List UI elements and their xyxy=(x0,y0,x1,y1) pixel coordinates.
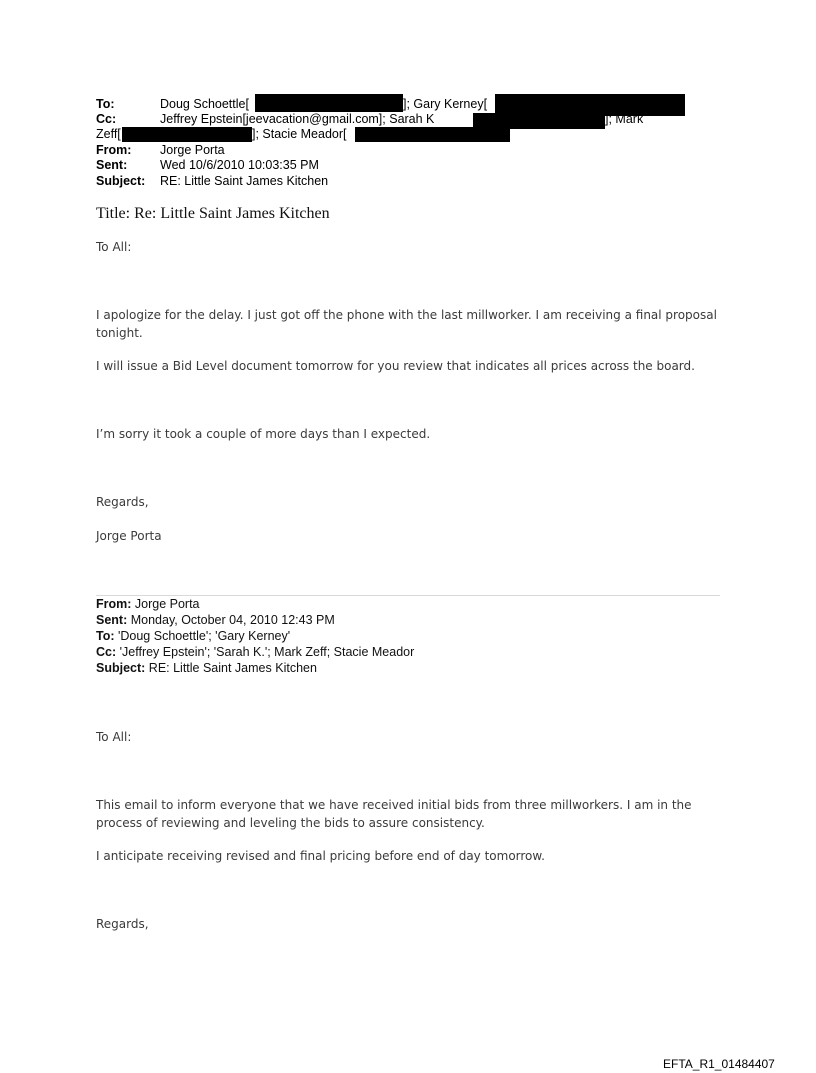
forwarded-from-label: From: xyxy=(96,597,132,611)
forwarded-from-value: Jorge Porta xyxy=(131,597,200,611)
forwarded-subject xyxy=(96,660,317,676)
forwarded-from xyxy=(96,596,200,612)
bates-number: EFTA_R1_01484407 xyxy=(663,1057,775,1071)
to-recipient-1: Doug Schoettle[ xyxy=(160,97,249,111)
forwarded-subject-value: RE: Little Saint James Kitchen xyxy=(145,661,317,675)
forwarded-sent xyxy=(96,612,335,628)
forwarded-to xyxy=(96,628,290,644)
forwarded-to-value: 'Doug Schoettle'; 'Gary Kerney' xyxy=(114,629,291,643)
forwarded-subject-label: Subject: xyxy=(96,661,146,675)
redaction-box xyxy=(122,127,252,142)
message-closing: Regards, xyxy=(96,495,149,509)
forwarded-to-label: To: xyxy=(96,629,115,643)
cc-recipients-2: ]; Mark xyxy=(605,112,644,126)
cc-label: Cc: xyxy=(96,112,117,126)
forwarded-cc-label: Cc: xyxy=(96,645,117,659)
sent-value: Wed 10/6/2010 10:03:35 PM xyxy=(160,158,319,172)
forwarded-cc xyxy=(96,644,414,660)
to-recipient-2: ]; Gary Kerney[ xyxy=(403,97,488,111)
from-value: Jorge Porta xyxy=(160,143,225,157)
redaction-box xyxy=(355,127,510,142)
subject-label: Subject: xyxy=(96,174,146,188)
forwarded-cc-value: 'Jeffrey Epstein'; 'Sarah K.'; Mark Zeff; Stacie Meador xyxy=(116,645,415,659)
from-label: From: xyxy=(96,143,132,157)
message-closing: Regards, xyxy=(96,917,149,931)
cc-recipients-1: Jeffrey Epstein[jeevacation@gmail.com]; Sarah K xyxy=(160,112,435,126)
subject-value: RE: Little Saint James Kitchen xyxy=(160,174,329,188)
message-greeting: To All: xyxy=(96,730,132,744)
cc-recipients-4: ]; Stacie Meador[ xyxy=(252,127,347,141)
message-greeting: To All: xyxy=(96,240,132,254)
to-label: To: xyxy=(96,97,115,111)
message-paragraph: I’m sorry it took a couple of more days than I expected. xyxy=(96,427,431,441)
redaction-box xyxy=(255,94,403,112)
forwarded-sent-label: Sent: xyxy=(96,613,128,627)
sent-label: Sent: xyxy=(96,158,128,172)
message-paragraph: This email to inform everyone that we have received initial bids from three millworkers. I am in the process of reviewing and leveling the bids to assure consistency. xyxy=(96,798,692,830)
forwarded-sent-value: Monday, October 04, 2010 12:43 PM xyxy=(127,613,335,627)
document-title: Title: Re: Little Saint James Kitchen xyxy=(96,205,330,222)
cc-recipients-3: Zeff[ xyxy=(96,127,121,141)
message-paragraph: I anticipate receiving revised and final pricing before end of day tomorrow. xyxy=(96,849,545,863)
message-paragraph: I will issue a Bid Level document tomorrow for you review that indicates all prices across the board. xyxy=(96,359,695,373)
message-paragraph: I apologize for the delay. I just got off the phone with the last millworker. I am receiving a final proposal tonight. xyxy=(96,308,717,340)
message-signature: Jorge Porta xyxy=(96,529,162,543)
